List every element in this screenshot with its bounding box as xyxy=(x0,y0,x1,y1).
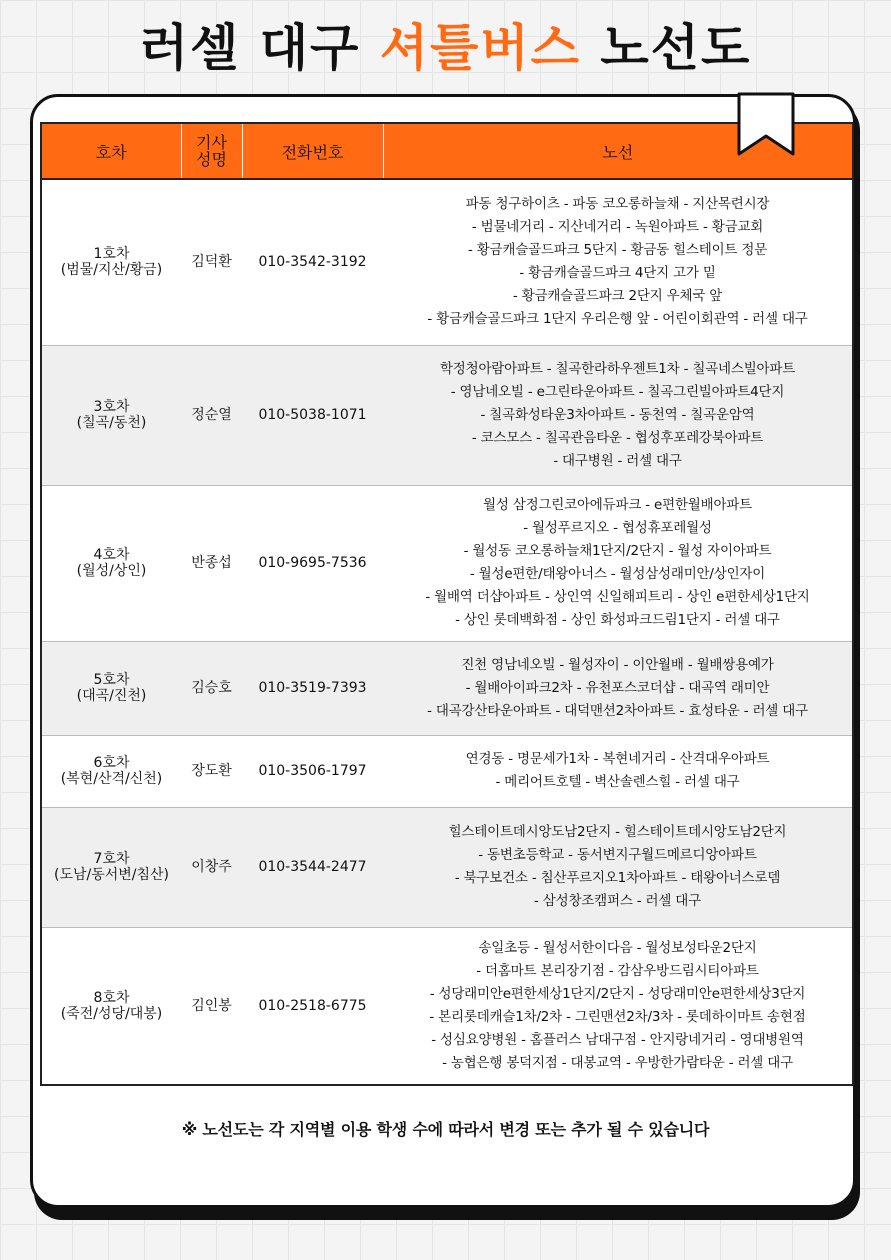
route-line: - 동변초등학교 - 동서변지구월드메르디앙아파트 xyxy=(478,847,757,863)
driver-name: 김인봉 xyxy=(181,927,242,1085)
bus-area: (칠곡/동천) xyxy=(76,415,147,431)
bus-cell xyxy=(41,179,181,345)
route-line: 월성 삼정그린코아에듀파크 - e편한월배아파트 xyxy=(482,497,753,513)
page-title xyxy=(0,16,891,80)
route-line: - 월성e편한/태왕아너스 - 월성삼성래미안/상인자이 xyxy=(469,566,766,582)
route-line: - 상인 롯데백화점 - 상인 화성파크드림1단지 - 러셀 대구 xyxy=(455,612,780,628)
route-line: - 영남네오빌 - e그린타운아파트 - 칠곡그린빌아파트4단지 xyxy=(450,383,785,400)
bus-number: 6호차 xyxy=(93,755,130,771)
route-line: - 월배아이파크2차 - 유천포스코더샵 - 대곡역 래미안 xyxy=(465,679,770,696)
route-line: - 성당래미안e편한세상1단지/2단지 - 성당래미안e편한세상3단지 xyxy=(429,985,806,1002)
bus-cell xyxy=(41,927,181,1085)
route-cell xyxy=(383,641,853,735)
route-line: - 메리어트호텔 - 벽산솔렌스힐 - 러셀 대구 xyxy=(495,774,740,790)
route-line: - 칠곡화성타운3차아파트 - 동천역 - 칠곡운암역 xyxy=(480,406,755,423)
route-line: 힐스테이트데시앙도남2단지 - 힐스테이트데시앙도남2단지 xyxy=(448,824,787,840)
table-header-row xyxy=(41,123,853,179)
bus-cell xyxy=(41,807,181,927)
route-line: - 본리롯데캐슬1차/2차 - 그린맨션2차/3차 - 롯데하이마트 송현점 xyxy=(429,1008,806,1025)
notice-text: ※ 노선도는 각 지역별 이용 학생 수에 따라서 변경 또는 추가 될 수 있습니다 xyxy=(181,1120,710,1139)
route-line: - 대구병원 - 러셀 대구 xyxy=(553,452,682,469)
route-line: - 월배역 더샵아파트 - 상인역 신일해피트리 - 상인 e편한세상1단지 xyxy=(425,589,810,605)
route-line: 연경동 - 명문세가1차 - 복현네거리 - 산격대우아파트 xyxy=(465,751,770,767)
route-line: - 월성동 코오롱하늘채1단지/2단지 - 월성 자이아파트 xyxy=(463,543,772,559)
title-accent: 셔틀버스 xyxy=(379,19,581,77)
route-table xyxy=(40,122,854,1086)
route-line: 진천 영남네오빌 - 월성자이 - 이안월배 - 월배쌍용예가 xyxy=(461,656,774,673)
route-line: - 황금캐슬골드파크 2단지 우체국 앞 xyxy=(512,288,723,305)
phone-number: 010-3542-3192 xyxy=(242,179,383,345)
bus-number: 5호차 xyxy=(93,672,130,688)
bus-area: (월성/상인) xyxy=(76,563,147,579)
bus-number: 4호차 xyxy=(93,547,130,563)
table-row xyxy=(41,641,853,735)
header-driver xyxy=(181,123,242,179)
route-line: - 황금캐슬골드파크 4단지 고가 밑 xyxy=(519,265,716,282)
route-cell xyxy=(383,179,853,345)
bus-area: (범물/지산/황금) xyxy=(60,262,163,279)
bus-cell xyxy=(41,641,181,735)
route-cell xyxy=(383,735,853,807)
table-row xyxy=(41,345,853,485)
bus-number: 1호차 xyxy=(93,246,130,263)
bus-cell xyxy=(41,735,181,807)
phone-number: 010-3506-1797 xyxy=(242,735,383,807)
driver-name: 김덕환 xyxy=(181,179,242,345)
route-line: - 월성푸르지오 - 협성휴포레월성 xyxy=(523,520,712,536)
header-phone: 전화번호 xyxy=(242,123,383,179)
bus-area: (죽전/성당/대봉) xyxy=(60,1005,163,1022)
phone-number: 010-3519-7393 xyxy=(242,641,383,735)
header-driver-line1: 기사 xyxy=(196,133,227,152)
phone-number: 010-5038-1071 xyxy=(242,345,383,485)
route-cell xyxy=(383,345,853,485)
table-row xyxy=(41,735,853,807)
bus-cell xyxy=(41,345,181,485)
table-row xyxy=(41,927,853,1085)
header-route: 노선 xyxy=(383,123,853,179)
route-line: - 더홈마트 본리장기점 - 감삼우방드림시티아파트 xyxy=(476,962,759,979)
phone-number: 010-2518-6775 xyxy=(242,927,383,1085)
driver-name: 반종섭 xyxy=(181,485,242,641)
table-row xyxy=(41,485,853,641)
driver-name: 김승호 xyxy=(181,641,242,735)
phone-number: 010-9695-7536 xyxy=(242,485,383,641)
route-cell xyxy=(383,807,853,927)
table-row xyxy=(41,179,853,345)
title-part2: 노선도 xyxy=(600,19,752,77)
driver-name: 정순열 xyxy=(181,345,242,485)
route-cell xyxy=(383,485,853,641)
bus-number: 7호차 xyxy=(93,851,130,867)
route-line: - 북구보건소 - 침산푸르지오1차아파트 - 태왕아너스로뎀 xyxy=(454,870,781,886)
route-line: 파동 청구하이츠 - 파동 코오롱하늘채 - 지산목련시장 xyxy=(465,196,770,213)
bus-number: 8호차 xyxy=(93,989,130,1006)
route-line: - 성심요양병원 - 홈플러스 남대구점 - 안지랑네거리 - 영대병원역 xyxy=(431,1031,804,1048)
header-bus: 호차 xyxy=(41,123,181,179)
route-line: - 대곡강산타운아파트 - 대덕맨션2차아파트 - 효성타운 - 러셀 대구 xyxy=(427,702,808,719)
route-line: 송일초등 - 월성서한이다음 - 월성보성타운2단지 xyxy=(478,939,757,956)
driver-name: 장도환 xyxy=(181,735,242,807)
bus-number: 3호차 xyxy=(93,399,130,415)
title-part1: 러셀 대구 xyxy=(139,19,361,77)
bus-area: (대곡/진천) xyxy=(76,688,147,704)
bus-area: (도남/동서변/침산) xyxy=(53,867,170,883)
route-line: - 삼성창조캠퍼스 - 러셀 대구 xyxy=(534,893,701,909)
bus-cell xyxy=(41,485,181,641)
bookmark-icon xyxy=(736,92,796,158)
route-line: 학정청아람아파트 - 칠곡한라하우젠트1차 - 칠곡네스빌아파트 xyxy=(439,360,796,377)
route-cell xyxy=(383,927,853,1085)
phone-number: 010-3544-2477 xyxy=(242,807,383,927)
route-line: - 황금캐슬골드파크 5단지 - 황금동 힐스테이트 정문 xyxy=(467,242,768,259)
route-line: - 범물네거리 - 지산네거리 - 녹원아파트 - 황금교회 xyxy=(471,219,764,236)
driver-name: 이창주 xyxy=(181,807,242,927)
route-line: - 황금캐슬골드파크 1단지 우리은행 앞 - 어린이회관역 - 러셀 대구 xyxy=(427,311,808,328)
header-driver-line2: 성명 xyxy=(196,150,227,169)
route-line: - 농협은행 봉덕지점 - 대봉교역 - 우방한가람타운 - 러셀 대구 xyxy=(442,1054,793,1071)
route-line: - 코스모스 - 칠곡관음타운 - 협성후포레강북아파트 xyxy=(471,429,764,446)
table-row xyxy=(41,807,853,927)
bus-area: (복현/산격/신천) xyxy=(60,771,163,787)
